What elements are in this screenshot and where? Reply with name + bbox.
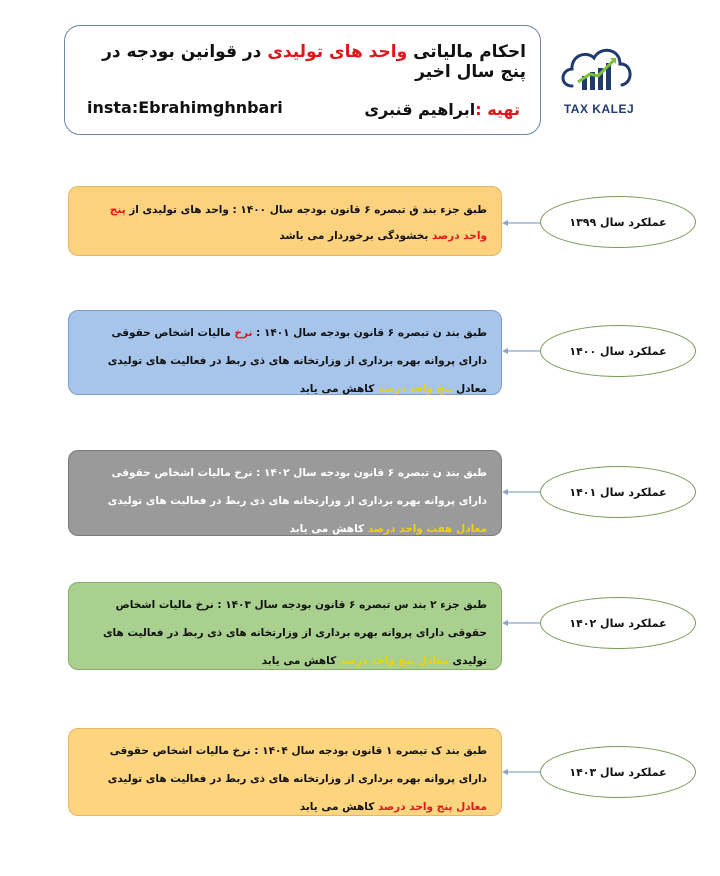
rule-text-end: کاهش می یابد bbox=[299, 383, 378, 395]
rule-text-end: بخشودگی برخوردار می باشد bbox=[279, 230, 432, 242]
rule-text-end: کاهش می یابد bbox=[261, 655, 340, 667]
rule-text: مالیات اشخاص حقوقی دارای پروانه بهره برداری از وزارتخانه های ذی ربط در فعالیت های تولیدی معادل bbox=[107, 327, 487, 395]
year-label-1400: عملکرد سال ۱۴۰۰ bbox=[540, 325, 696, 377]
rule-text-start: طبق بند ن تبصره ۶ قانون بودجه سال ۱۴۰۱ : bbox=[252, 327, 487, 339]
arrow-icon bbox=[502, 767, 542, 777]
rule-text: طبق بند ن تبصره ۶ قانون بودجه سال ۱۴۰۲ : نرخ مالیات اشخاص حقوقی دارای پروانه بهره برداری از وزارتخانه های ذی ربط در فعالیت های تولیدی bbox=[107, 467, 487, 507]
prepared-label: تهیه : bbox=[475, 100, 520, 119]
rule-text: طبق جزء ۲ بند س تبصره ۶ قانون بودجه سال ۱۴۰۳ : نرخ مالیات اشخاص حقوقی دارای پروانه بهره برداری از وزارتخانه های ذی ربط در فعالیت های تولیدی bbox=[102, 599, 487, 667]
rule-highlight: معادل پنج واحد درصد bbox=[339, 655, 449, 667]
prepared-by bbox=[364, 100, 520, 119]
year-label-1403: عملکرد سال ۱۴۰۳ bbox=[540, 746, 696, 798]
title-text-1: احکام مالیاتی bbox=[407, 42, 526, 62]
arrow-icon bbox=[502, 346, 542, 356]
arrow-icon bbox=[502, 487, 542, 497]
prepared-name: ابراهیم قنبری bbox=[364, 100, 476, 119]
year-label-1402: عملکرد سال ۱۴۰۲ bbox=[540, 597, 696, 649]
year-label-1401: عملکرد سال ۱۴۰۱ bbox=[540, 466, 696, 518]
rule-highlight: پنج واحد درصد bbox=[109, 204, 487, 242]
page-title bbox=[75, 42, 526, 82]
rule-box-1403 bbox=[68, 728, 502, 816]
rule-highlight: معادل پنج واحد درصد bbox=[377, 801, 487, 813]
rule-text: طبق بند ک تبصره ۱ قانون بودجه سال ۱۴۰۴ : نرخ مالیات اشخاص حقوقی دارای پروانه بهره برداری از وزارتخانه های ذی ربط در فعالیت های تولیدی bbox=[107, 745, 487, 785]
header-box bbox=[64, 25, 541, 135]
cloud-chart-icon bbox=[556, 38, 642, 100]
rule-highlight-rate: نرخ bbox=[234, 327, 253, 339]
logo-text: TAX KALEJ bbox=[563, 102, 635, 116]
rule-highlight: معادل هفت واحد درصد bbox=[367, 523, 487, 535]
rule-box-1400 bbox=[68, 310, 502, 395]
rule-box-1402 bbox=[68, 582, 502, 670]
title-text-2: در قوانین بودجه در پنج سال اخیر bbox=[102, 42, 526, 82]
arrow-icon bbox=[502, 618, 542, 628]
rule-text-end: کاهش می یابد bbox=[289, 523, 368, 535]
rule-box-1401 bbox=[68, 450, 502, 536]
rule-highlight: پنج واحد درصد bbox=[377, 383, 453, 395]
year-label-1399: عملکرد سال ۱۳۹۹ bbox=[540, 196, 696, 248]
tax-kalej-logo bbox=[556, 38, 642, 116]
rule-text: طبق جزء بند ق تبصره ۶ قانون بودجه سال ۱۴۰۰ : واحد های تولیدی از bbox=[125, 204, 487, 216]
rule-box-1399 bbox=[68, 186, 502, 256]
arrow-icon bbox=[502, 218, 542, 228]
instagram-handle: insta:Ebrahimghnbari bbox=[87, 98, 283, 117]
title-highlight: واحد های تولیدی bbox=[267, 42, 408, 62]
rule-text-end: کاهش می یابد bbox=[299, 801, 378, 813]
